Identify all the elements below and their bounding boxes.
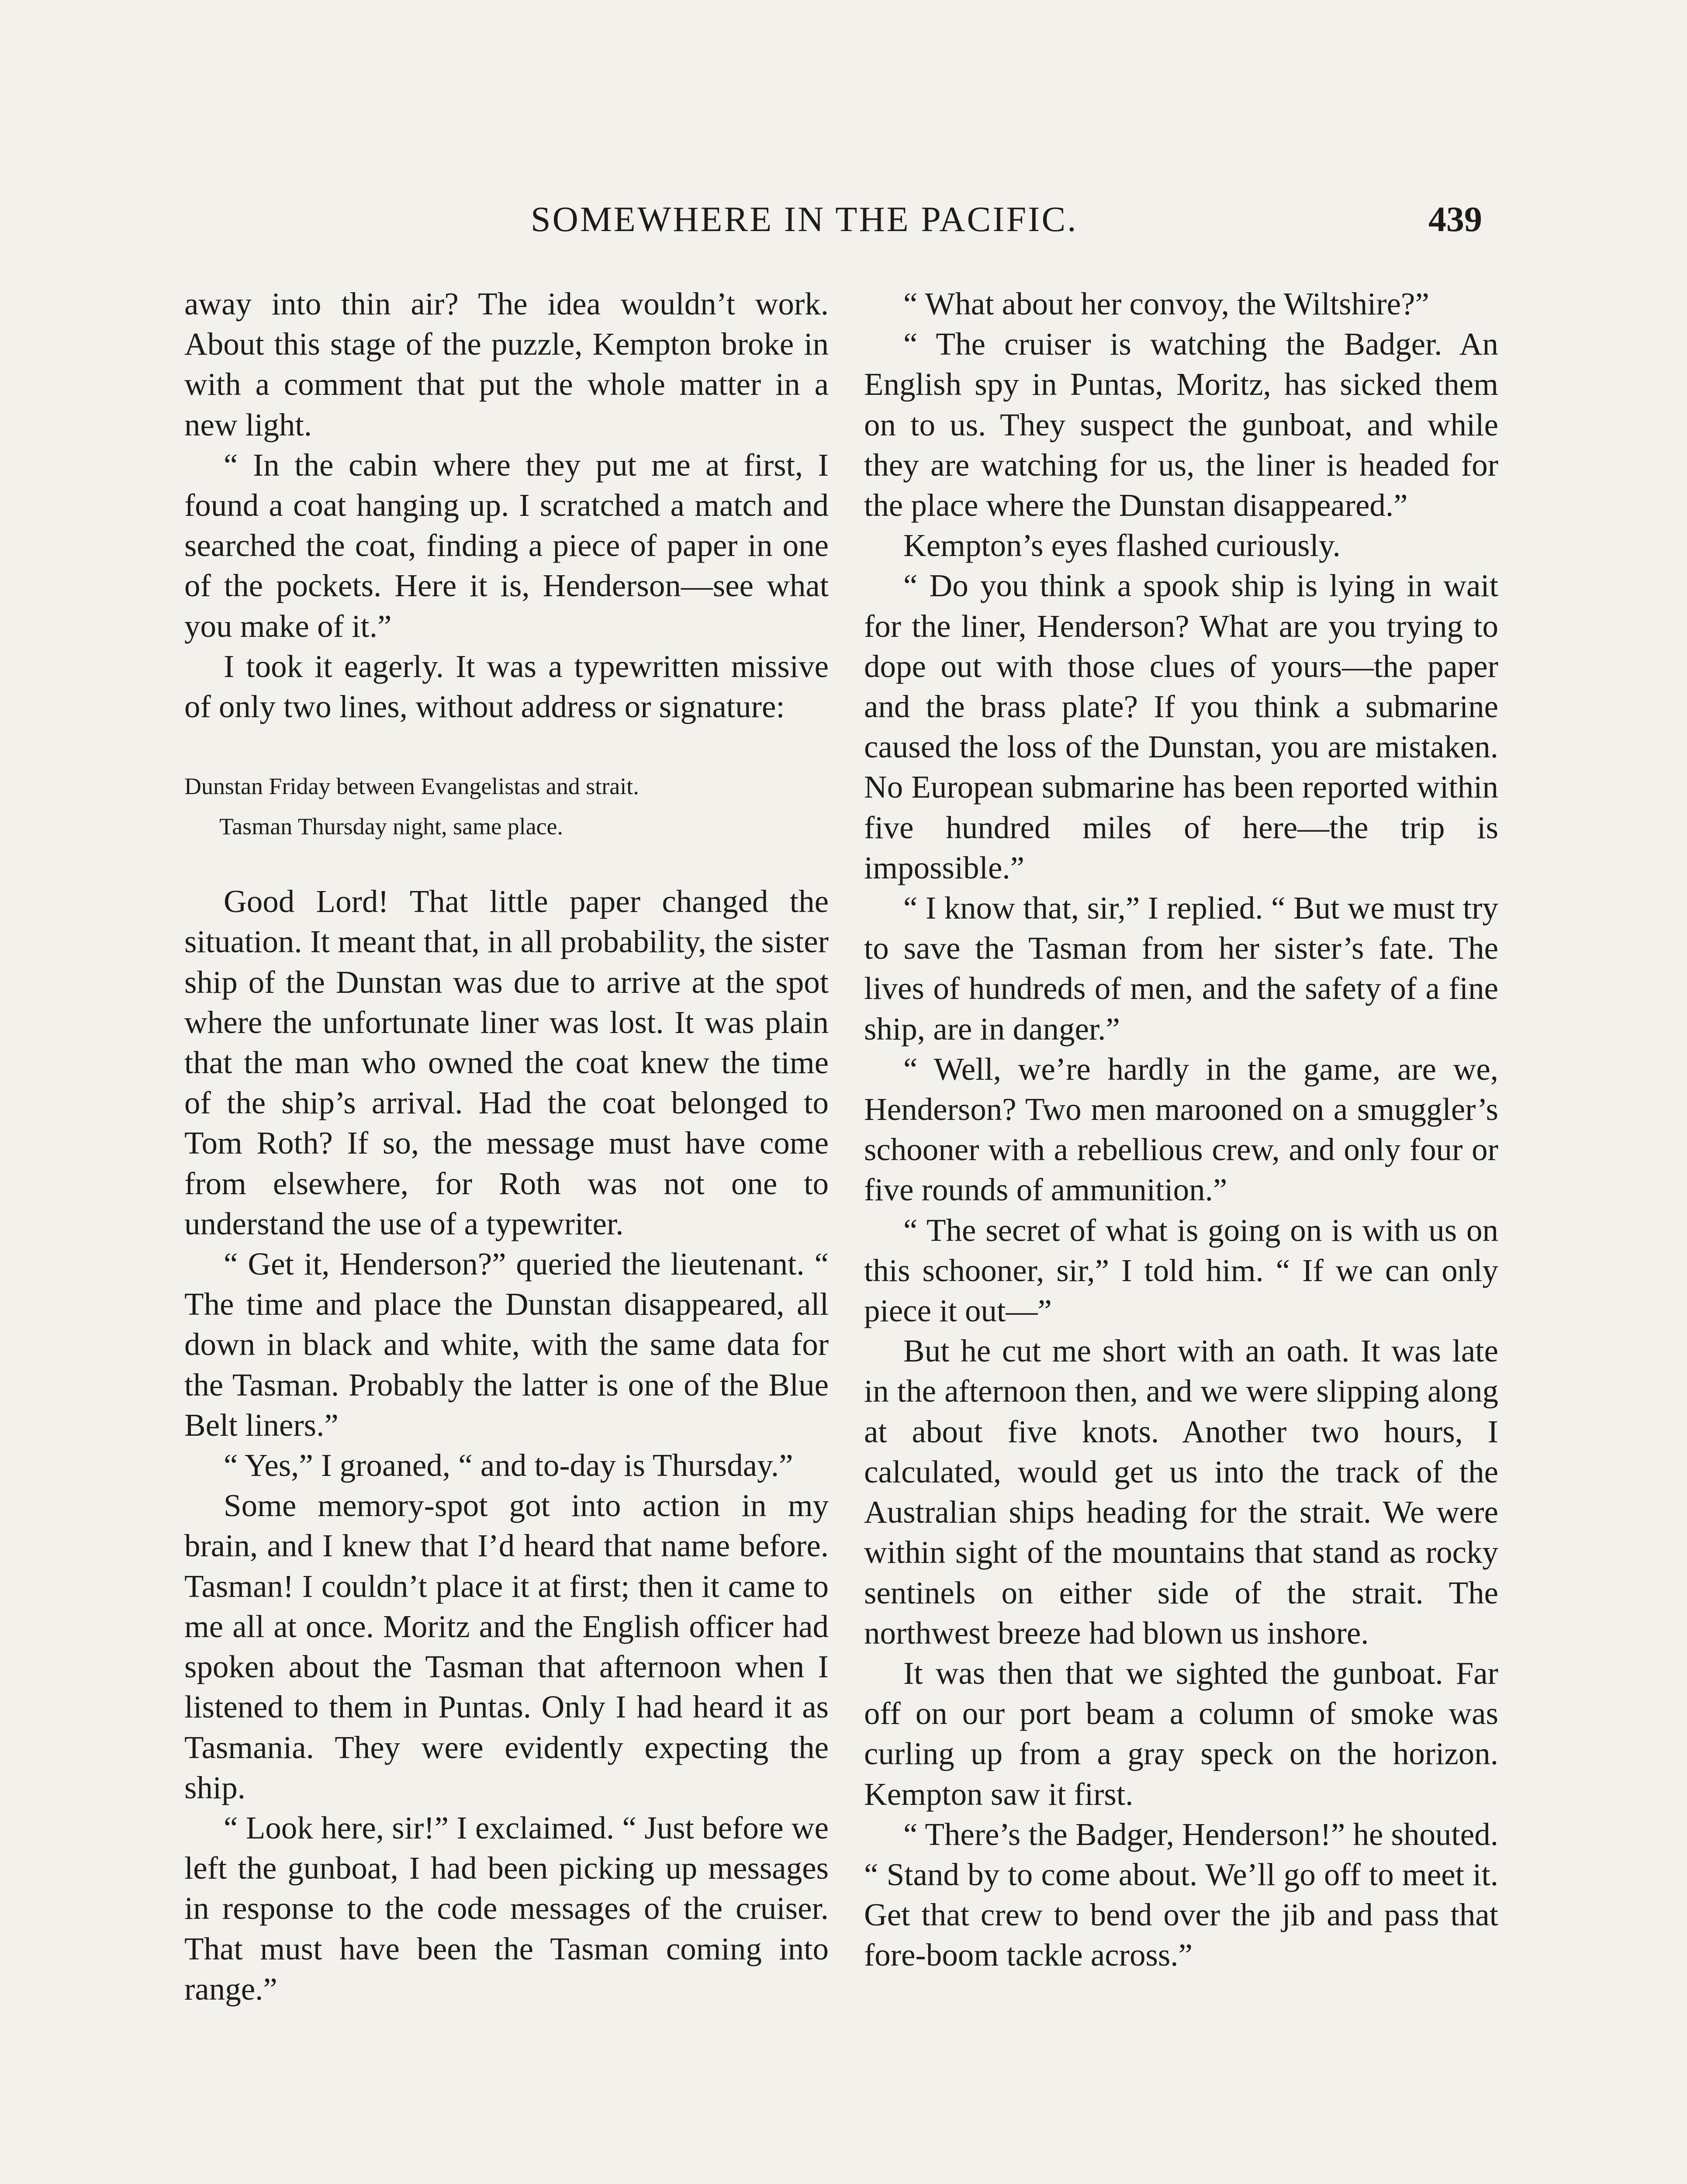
paragraph: “ Get it, Henderson?” queried the lieutenant. “ The time and place the Dunstan disappeared, all down in black and white, with the same data for the Tasman. Probably the latter is one of the Blue Belt liners.” — [184, 1246, 829, 1443]
paragraph: “ Yes,” I groaned, “ and to-day is Thursday.” — [224, 1448, 793, 1483]
paragraph: “ The secret of what is going on is with us on this schooner, sir,” I told him. “ If we can only piece it out—” — [864, 1212, 1498, 1329]
paragraph: Kempton’s eyes flashed curiously. — [903, 528, 1341, 563]
paragraph: “ In the cabin where they put me at first, I found a coat hanging up. I scratched a match and searched the coat, finding a piece of paper in one of the pockets. Here it is, Henderson—see what you make of it.” — [184, 447, 829, 644]
paragraph: “ What about her convoy, the Wiltshire?” — [903, 286, 1429, 321]
typewritten-message — [184, 766, 829, 847]
message-line: Dunstan Friday between Evangelistas and strait. — [184, 773, 639, 800]
message-line: Tasman Thursday night, same place. — [219, 813, 563, 840]
paragraph: Good Lord! That little paper changed the situation. It meant that, in all probability, the sister ship of the Dunstan was due to arrive at the spot where the unfortunate liner was lost. It was plain that the man who owned the coat knew the time of the ship’s arrival. Had the coat belonged to Tom Roth? If so, the message must have come from elsewhere, for Roth was not one to understand the use of a typewriter. — [184, 884, 829, 1241]
paragraph: “ The cruiser is watching the Badger. An English spy in Puntas, Moritz, has sicked them on to us. They suspect the gunboat, and while they are watching for us, the liner is headed for the place where the Dunstan disappeared.” — [864, 326, 1498, 523]
paragraph: Some memory-spot got into action in my brain, and I knew that I’d heard that name before. Tasman! I couldn’t place it at first; then it came to me all at once. Moritz and the English officer had spoken about the Tasman that afternoon when I listened to them in Puntas. Only I had heard it as Tasmania. They were evidently expecting the ship. — [184, 1488, 829, 1805]
running-title: SOMEWHERE IN THE PACIFIC. — [531, 199, 1078, 239]
page-number: 439 — [1428, 199, 1482, 239]
paragraph: “ There’s the Badger, Henderson!” he shouted. “ Stand by to come about. We’ll go off to meet it. Get that crew to bend over the jib and pass that fore-boom tackle across.” — [864, 1816, 1498, 1973]
paragraph: away into thin air? The idea wouldn’t work. About this stage of the puzzle, Kempton broke in with a comment that put the whole matter in a new light. — [184, 286, 829, 442]
paragraph: It was then that we sighted the gunboat. Far off on our port beam a column of smoke was curling up from a gray speck on the horizon. Kempton saw it first. — [864, 1655, 1498, 1812]
paragraph: But he cut me short with an oath. It was late in the afternoon then, and we were slipping along at about five knots. Another two hours, I calculated, would get us into the track of the Australian ships heading for the strait. We were within sight of the mountains that stand as rocky sentinels on either side of the strait. The northwest breeze had blown us inshore. — [864, 1333, 1498, 1651]
paragraph: “ Well, we’re hardly in the game, are we, Henderson? Two men marooned on a smuggler’s schooner with a rebellious crew, and only four or five rounds of ammunition.” — [864, 1051, 1498, 1208]
left-column — [184, 284, 829, 2009]
paragraph: “ Look here, sir!” I exclaimed. “ Just before we left the gunboat, I had been picking up messages in response to the code messages of the cruiser. That must have been the Tasman coming into range.” — [184, 1810, 829, 2007]
paragraph: “ Do you think a spook ship is lying in wait for the liner, Henderson? What are you trying to dope out with those clues of yours—the paper and the brass plate? If you think a submarine caused the loss of the Dunstan, you are mistaken. No European submarine has been reported within five hundred miles of here—the trip is impossible.” — [864, 568, 1498, 885]
paragraph: I took it eagerly. It was a typewritten missive of only two lines, without address or signature: — [184, 648, 829, 725]
right-column — [864, 284, 1498, 1976]
paragraph: “ I know that, sir,” I replied. “ But we must try to save the Tasman from her sister’s fate. The lives of hundreds of men, and the safety of a fine ship, are in danger.” — [864, 890, 1498, 1047]
